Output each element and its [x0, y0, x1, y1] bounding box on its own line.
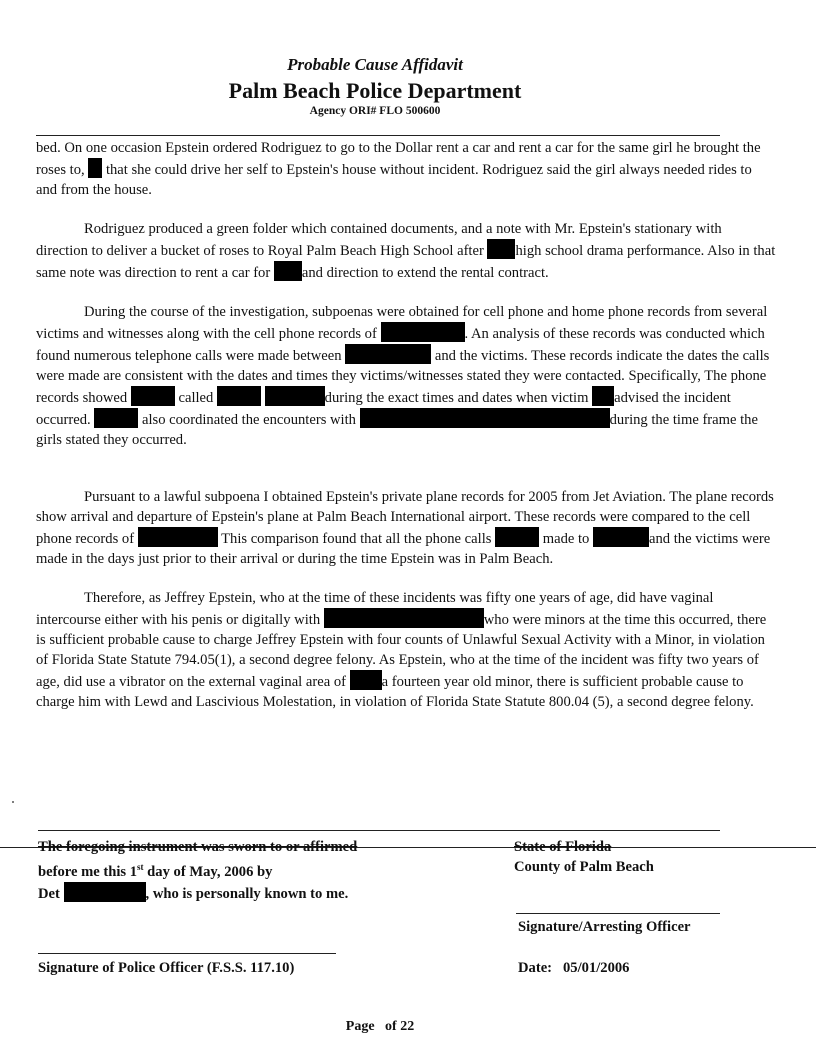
- agency-ori: Agency ORI# FLO 500600: [309, 105, 441, 117]
- page-footer: [0, 1019, 760, 1035]
- redaction: [592, 386, 614, 406]
- text: Therefore, as Jeffrey Epstein, who at the time of these incidents was fifty one years of age, did have vaginal intercourse either with his penis or digitally with: [36, 590, 714, 628]
- date-value: 05/01/2006: [563, 960, 630, 976]
- redaction: [381, 322, 465, 342]
- paragraph-2: [36, 219, 776, 283]
- text: day of May, 2006 by: [143, 863, 273, 880]
- redaction: [487, 239, 515, 259]
- affidavit-title: Probable Cause Affidavit: [287, 55, 463, 74]
- sworn-statement: [38, 837, 498, 904]
- text: during the exact times and dates when victim: [324, 390, 593, 406]
- redaction: [350, 670, 382, 690]
- arresting-officer-label: Signature/Arresting Officer: [518, 919, 691, 935]
- text: This comparison found that all the phone calls: [217, 531, 496, 547]
- redaction: [345, 344, 431, 364]
- paragraph-1: [36, 138, 776, 200]
- text: that she could drive her self to Epstein's house without incident. Rodriguez said the girl always needed rides to and from the house.: [36, 162, 752, 198]
- redaction: [495, 527, 539, 547]
- date-field: [518, 958, 629, 978]
- text: during the time frame the girls stated they occurred.: [36, 412, 758, 448]
- text: Pursuant to a lawful subpoena I obtained Epstein's private plane records for 2005 from Jet Aviation. The plane records show arrival and departure of Epstein's plane at Palm Beach International airport. These records were compared to the cell phone records of: [36, 489, 774, 547]
- redaction: [64, 882, 146, 902]
- header-rule: [36, 135, 720, 136]
- paragraph-5: [36, 588, 776, 712]
- det-line: [38, 882, 498, 904]
- text: Det: [38, 885, 64, 902]
- redaction: [360, 408, 610, 428]
- text: , who is personally known to me.: [145, 885, 349, 902]
- text: who were minors at the time this occurred, there is sufficient probable cause to charge Jeffrey Epstein with four counts of Unlawful Sexual Activity with a Minor, in violation of Florida State Statute 794.05(1), a second degree felony. As Epstein, who at the time of the incident was fifty two years of age, did use a vibrator on the external vaginal area of: [36, 612, 767, 690]
- affidavit-body: [36, 138, 776, 731]
- text: During the course of the investigation, subpoenas were obtained for cell phone and home phone records from several victims and witnesses along with the cell phone records of: [36, 304, 768, 342]
- text: before me this 1: [38, 863, 138, 880]
- text: and direction to extend the rental contract.: [301, 265, 549, 281]
- redaction: [88, 158, 102, 178]
- paragraph-3: [36, 302, 776, 450]
- sworn-line-1: The foregoing instrument was sworn to or affirmed: [38, 839, 358, 855]
- redaction: [138, 527, 218, 547]
- text: also coordinated the encounters with: [138, 412, 360, 428]
- county-label: County of Palm Beach: [514, 859, 654, 875]
- text: Rodriguez produced a green folder which contained documents, and a note with Mr. Epstein's stationary with direction to deliver a bucket of roses to Royal Palm Beach High School after: [36, 221, 722, 259]
- arresting-officer-rule: [516, 913, 720, 914]
- date-label: Date:: [518, 960, 553, 976]
- redaction: [593, 527, 649, 547]
- text: and the victims were made in the days just prior to their arrival or during the time Epstein was in Palm Beach.: [36, 531, 771, 567]
- text: a fourteen year old minor, there is sufficient probable cause to charge him with Lewd and Lascivious Molestation, in violation of Florida State Statute 800.04 (5), a second degree felony.: [36, 674, 754, 710]
- text: advised the incident occurred.: [36, 390, 731, 428]
- page-label: Page: [345, 1019, 375, 1034]
- text: and the victims. These records indicate the dates the calls were made are consistent with the dates and times they victims/witnesses stated they were contacted. Specifically, The phone records showed: [36, 348, 770, 406]
- paragraph-4: [36, 487, 776, 569]
- redaction: [274, 261, 302, 281]
- jurisdiction: [514, 837, 754, 877]
- redaction: [265, 386, 325, 406]
- signature-top-rule-left: [38, 830, 720, 831]
- scan-speck: [12, 801, 14, 803]
- department-name: Palm Beach Police Department: [228, 78, 522, 103]
- text: . An analysis of these records was conducted which found numerous telephone calls were made between: [36, 326, 765, 364]
- redaction: [217, 386, 261, 406]
- police-officer-rule: [38, 953, 336, 954]
- state-label: State of Florida: [514, 839, 612, 855]
- text: called: [174, 390, 217, 406]
- redaction: [131, 386, 175, 406]
- redaction: [324, 608, 484, 628]
- text: made to: [539, 531, 593, 547]
- text: bed. On one occasion Epstein ordered Rodriguez to go to the Dollar rent a car and rent a car for the same girl he brought the roses to,: [36, 140, 761, 178]
- page-of-label: of 22: [385, 1019, 415, 1034]
- ordinal-suffix: st: [137, 862, 144, 872]
- sworn-line-2: [38, 857, 498, 882]
- redaction: [94, 408, 138, 428]
- police-officer-label: Signature of Police Officer (F.S.S. 117.10): [38, 960, 295, 976]
- text: high school drama performance. Also in that same note was direction to rent a car for: [36, 243, 776, 281]
